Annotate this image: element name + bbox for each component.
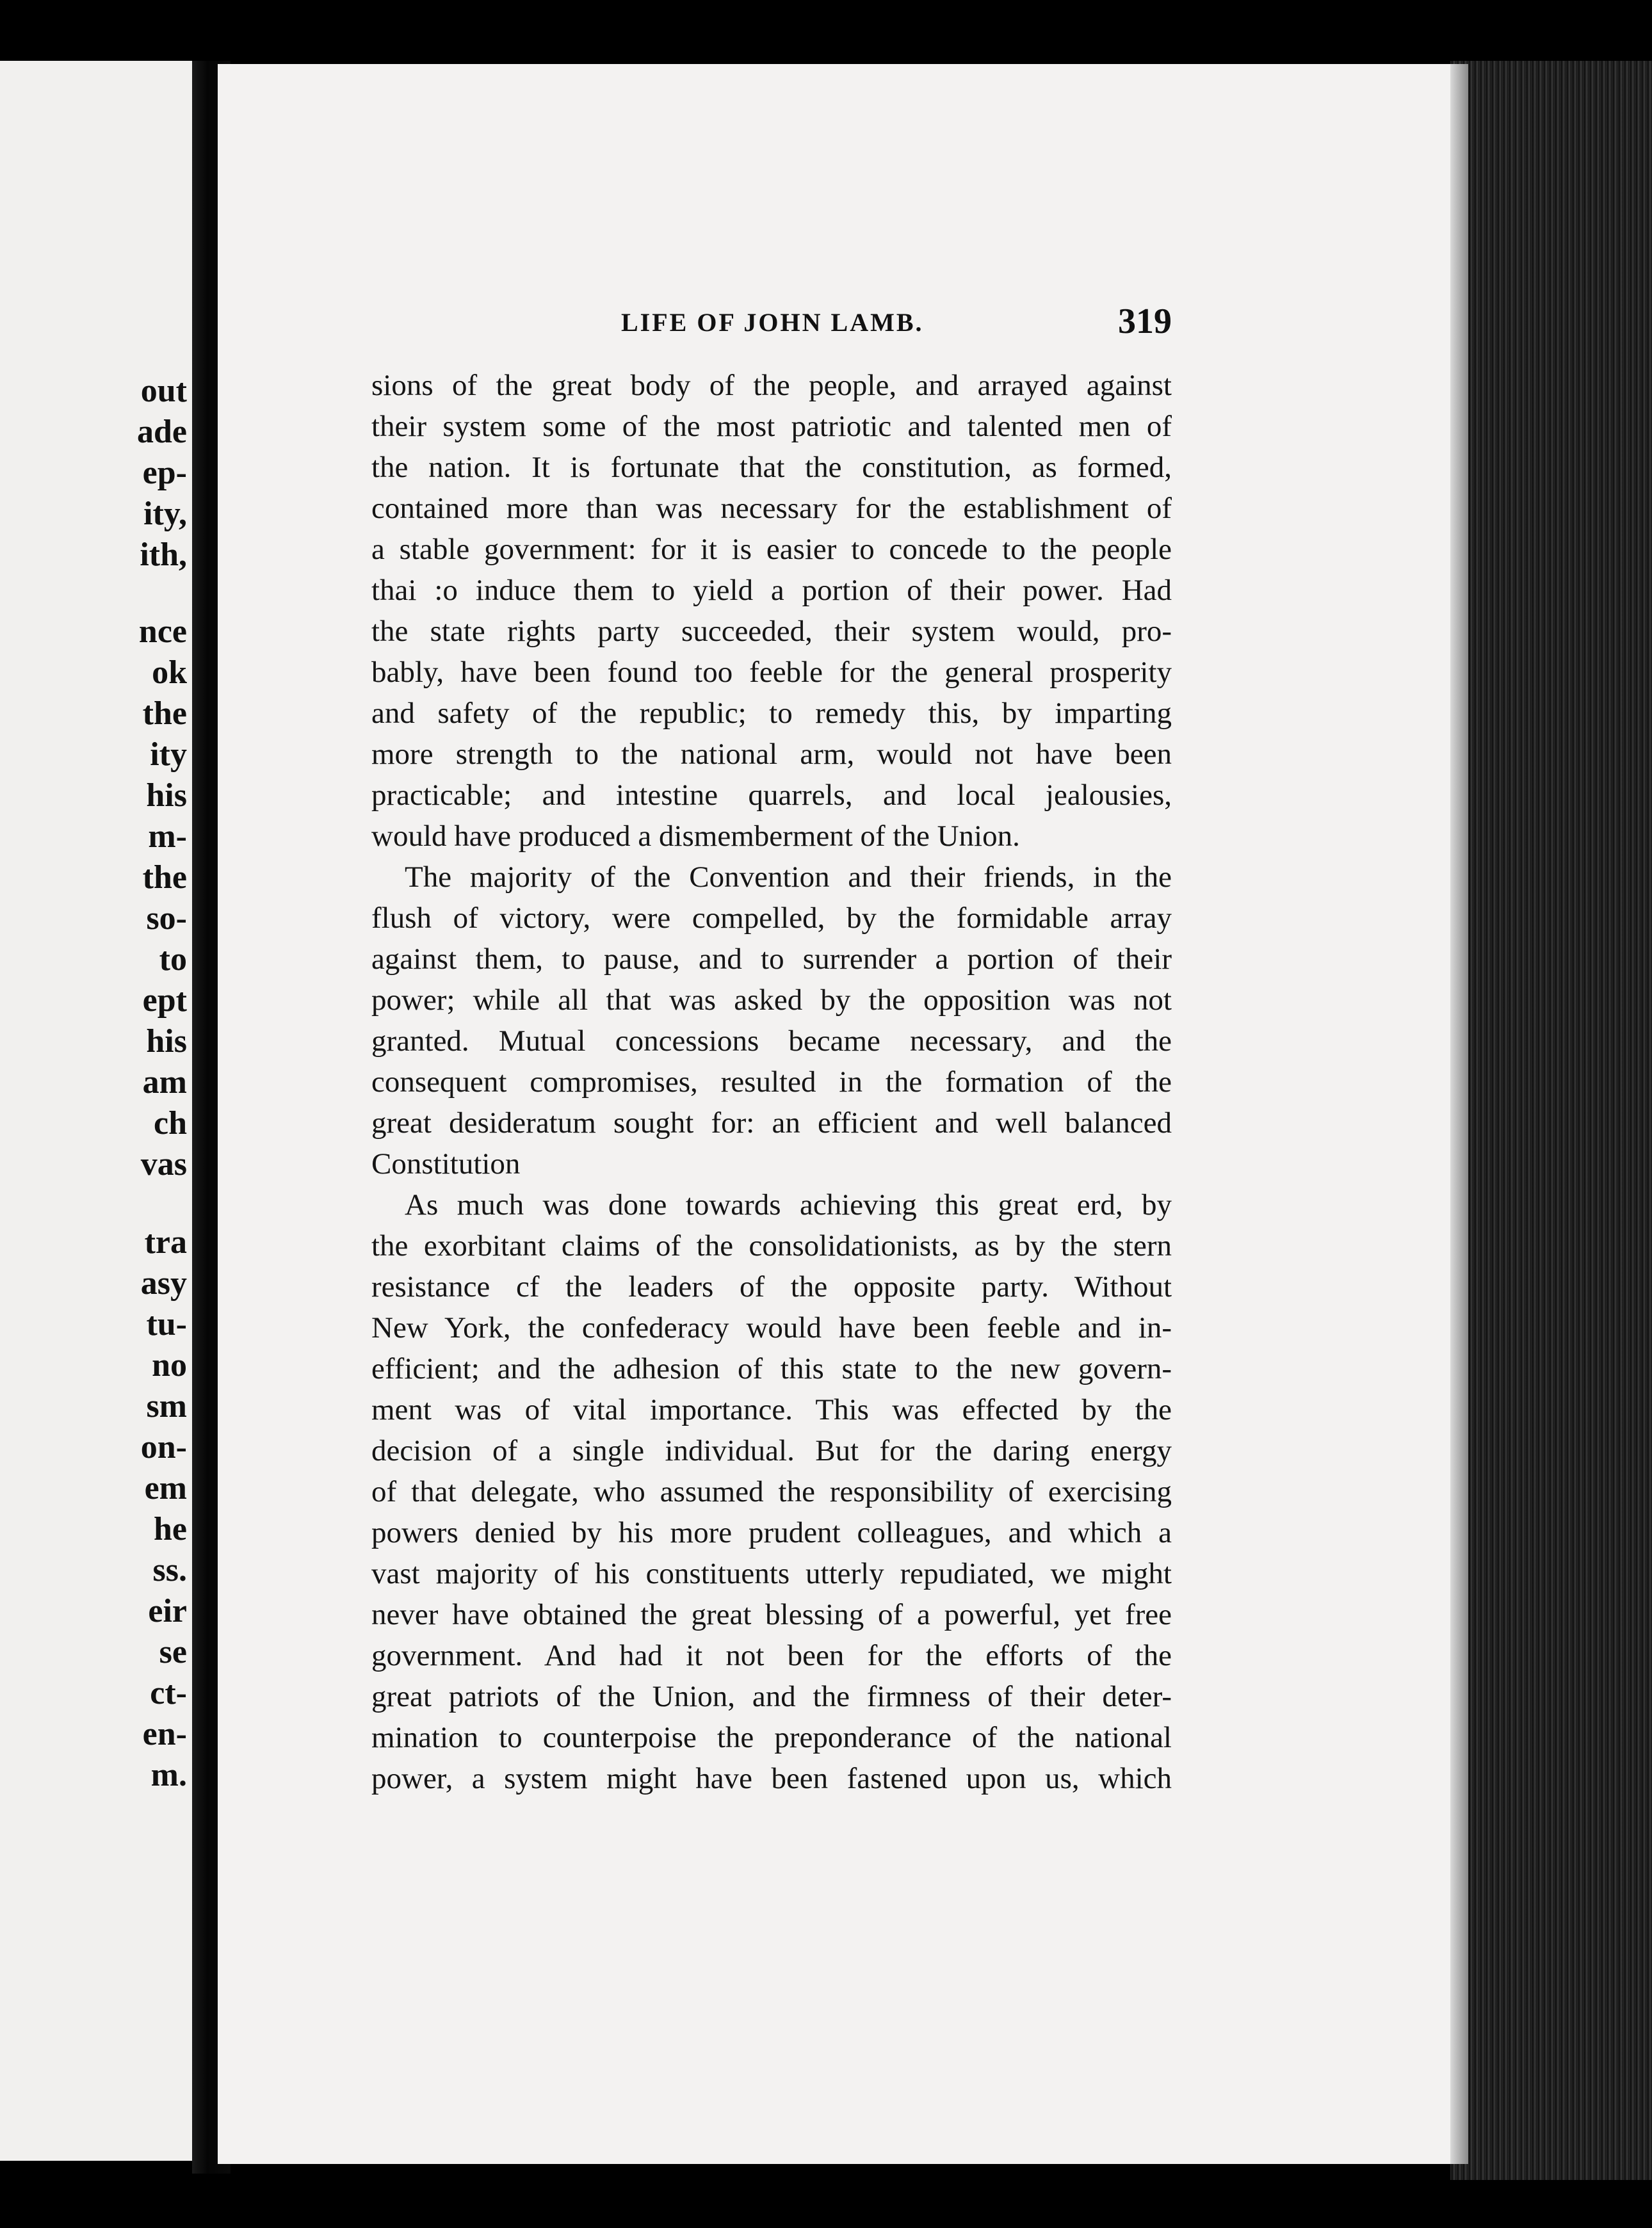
text-line: against them, to pause, and to surrender a portion of their bbox=[371, 942, 1172, 976]
text-line: granted. Mutual concessions became necessary, and the bbox=[371, 1024, 1172, 1058]
fragment: ch bbox=[154, 1105, 187, 1142]
fragment: en- bbox=[142, 1716, 187, 1752]
fragment: ct- bbox=[150, 1675, 187, 1711]
text-line: government. And had it not been for the efforts of the bbox=[371, 1639, 1172, 1672]
fragment: ade bbox=[137, 414, 187, 450]
fragment: his bbox=[146, 1023, 187, 1060]
text-line: contained more than was necessary for the establishment of bbox=[371, 492, 1172, 525]
fragment: sm bbox=[146, 1388, 187, 1425]
running-header bbox=[621, 301, 1172, 346]
fragment: he bbox=[154, 1511, 187, 1547]
fragment: se bbox=[159, 1634, 187, 1670]
text-line: great desideratum sought for: an efficient and well balanced bbox=[371, 1106, 1172, 1140]
paragraph bbox=[371, 1184, 1172, 1799]
text-line: would have produced a dismemberment of the Union. bbox=[371, 819, 1020, 853]
fragment: to bbox=[159, 941, 187, 978]
text-line: practicable; and intestine quarrels, and local jealousies, bbox=[371, 779, 1172, 812]
fragment: ity, bbox=[143, 496, 187, 532]
fragment: nce bbox=[138, 613, 187, 650]
fragment: vas bbox=[140, 1146, 187, 1183]
fragment: on- bbox=[140, 1429, 187, 1465]
fragment: so- bbox=[146, 900, 187, 937]
text-line: more strength to the national arm, would not have been bbox=[371, 738, 1172, 771]
text-line: the exorbitant claims of the consolidationists, as by the stern bbox=[371, 1229, 1172, 1263]
paragraph bbox=[371, 857, 1172, 1184]
fragment: out bbox=[140, 373, 187, 409]
page-edge-highlight bbox=[1450, 64, 1468, 2164]
fragment: m- bbox=[148, 818, 187, 855]
text-line: their system some of the most patriotic and talented men of bbox=[371, 410, 1172, 443]
fragment: the bbox=[142, 695, 187, 732]
fragment: m. bbox=[150, 1757, 187, 1793]
fragment: the bbox=[142, 859, 187, 896]
fragment: ith, bbox=[140, 537, 187, 573]
text-line: of that delegate, who assumed the responsibility of exercising bbox=[371, 1475, 1172, 1508]
fragment: ok bbox=[152, 654, 187, 691]
text-line: power; while all that was asked by the opposition was not bbox=[371, 983, 1172, 1017]
previous-page bbox=[0, 61, 192, 2161]
text-line: thai :o induce them to yield a portion of their power. Had bbox=[371, 574, 1172, 607]
fragment: ept bbox=[142, 982, 187, 1019]
text-line: flush of victory, were compelled, by the formidable array bbox=[371, 901, 1172, 935]
fragment: ity bbox=[150, 736, 187, 773]
text-line: The majority of the Convention and their friends, in the bbox=[405, 860, 1172, 894]
fragment: ss. bbox=[152, 1552, 187, 1588]
fragment: tu- bbox=[146, 1306, 187, 1343]
text-line: efficient; and the adhesion of this state to the new govern- bbox=[371, 1352, 1172, 1385]
text-line: ment was of vital importance. This was effected by the bbox=[371, 1393, 1172, 1426]
text-line: consequent compromises, resulted in the formation of the bbox=[371, 1065, 1172, 1099]
text-line: New York, the confederacy would have been feeble and in- bbox=[371, 1311, 1172, 1344]
running-title: LIFE OF JOHN LAMB. bbox=[621, 308, 924, 337]
text-line: mination to counterpoise the preponderance of the national bbox=[371, 1721, 1172, 1754]
fragment: his bbox=[146, 777, 187, 814]
text-line: decision of a single individual. But for the daring energy bbox=[371, 1434, 1172, 1467]
text-line: the nation. It is fortunate that the constitution, as formed, bbox=[371, 451, 1172, 484]
fragment: eir bbox=[148, 1593, 187, 1629]
text-line: bably, have been found too feeble for the general prosperity bbox=[371, 656, 1172, 689]
text-line: sions of the great body of the people, and arrayed against bbox=[371, 369, 1172, 402]
text-line: vast majority of his constituents utterly repudiated, we might bbox=[371, 1557, 1172, 1590]
text-line: power, a system might have been fastened upon us, which bbox=[371, 1762, 1172, 1795]
fragment: no bbox=[152, 1347, 187, 1384]
fragment: am bbox=[142, 1064, 187, 1101]
page-number: 319 bbox=[1118, 302, 1172, 341]
text-line: and safety of the republic; to remedy this, by imparting bbox=[371, 697, 1172, 730]
text-line: resistance cf the leaders of the opposite party. Without bbox=[371, 1270, 1172, 1304]
text-line: powers denied by his more prudent colleagues, and which a bbox=[371, 1516, 1172, 1549]
fragment: tra bbox=[144, 1224, 187, 1261]
paragraph bbox=[371, 365, 1172, 857]
fragment: asy bbox=[140, 1265, 187, 1302]
text-line: As much was done towards achieving this great erd, by bbox=[405, 1188, 1172, 1222]
text-line: Constitution bbox=[371, 1147, 521, 1181]
body-text bbox=[371, 365, 1172, 1799]
text-line: the state rights party succeeded, their system would, pro- bbox=[371, 615, 1172, 648]
text-line: never have obtained the great blessing of a powerful, yet free bbox=[371, 1598, 1172, 1631]
text-line: a stable government: for it is easier to concede to the people bbox=[371, 533, 1172, 566]
fragment: ep- bbox=[142, 455, 187, 491]
text-line: great patriots of the Union, and the firmness of their deter- bbox=[371, 1680, 1172, 1713]
page-edges bbox=[1450, 61, 1652, 2180]
fragment: em bbox=[144, 1470, 187, 1506]
